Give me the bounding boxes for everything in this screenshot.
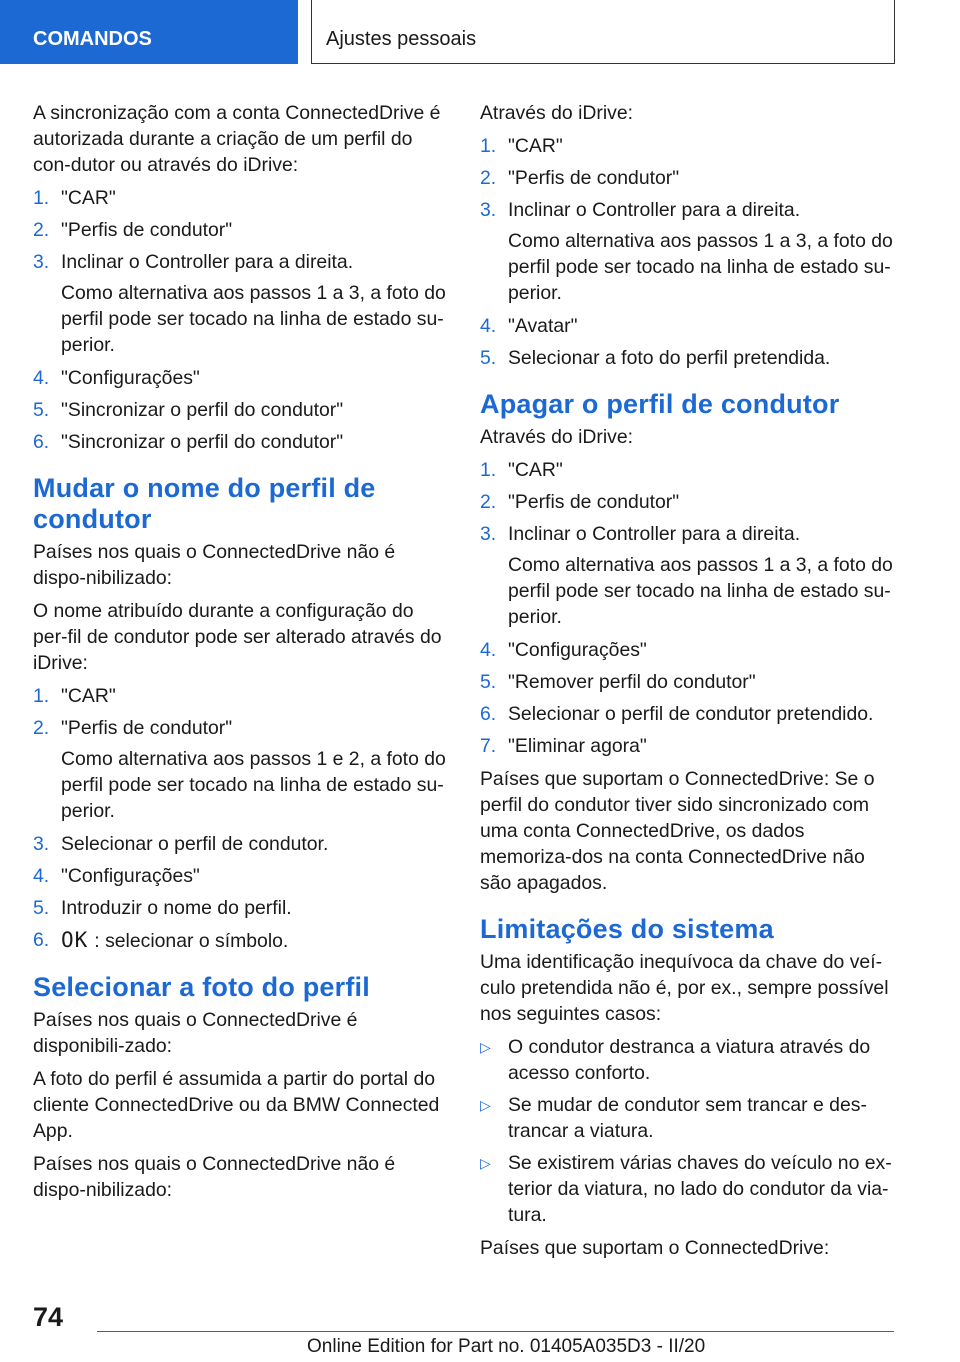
sync-note: Como alternativa aos passos 1 a 3, a foto do perfil pode ser tocado na linha de estado su-perior. bbox=[61, 282, 446, 356]
sync-steps-list-continued bbox=[33, 365, 449, 455]
sync-intro: A sincronização com a conta ConnectedDrive é autorizada durante a criação de um perfil do con-dutor ou através do iDrive: bbox=[33, 102, 441, 176]
list-item: 3. Selecionar o perfil de condutor. bbox=[33, 833, 329, 855]
list-item: 5. "Remover perfil do condutor" bbox=[480, 671, 756, 693]
rename-steps-list bbox=[33, 683, 449, 741]
heading-system-limits: Limitações do sistema bbox=[480, 914, 774, 944]
photo-paragraph-2: A foto do perfil é assumida a partir do portal do cliente ConnectedDrive ou da BMW Connected App. bbox=[33, 1068, 440, 1142]
list-item: 6. "Sincronizar o perfil do condutor" bbox=[33, 431, 344, 453]
triangle-bullet-icon: ▷ bbox=[480, 1155, 491, 1171]
list-item: 1. "CAR" bbox=[33, 187, 116, 209]
list-item: 3. Inclinar o Controller para a direita. bbox=[480, 199, 801, 221]
photo-steps-list bbox=[480, 133, 896, 223]
list-item: 5. "Sincronizar o perfil do condutor" bbox=[33, 399, 344, 421]
left-column bbox=[33, 100, 449, 1210]
final-paragraph: Países que suportam o ConnectedDrive: bbox=[480, 1237, 830, 1259]
photo-paragraph-3: Países nos quais o ConnectedDrive não é dispo-nibilizado: bbox=[33, 1153, 396, 1201]
list-item: 3. Inclinar o Controller para a direita. bbox=[480, 523, 801, 545]
rename-steps-list-continued bbox=[33, 831, 449, 954]
list-item: 1. "CAR" bbox=[33, 685, 116, 707]
ok-symbol-icon: OK bbox=[61, 928, 89, 952]
photo-paragraph-1: Países nos quais o ConnectedDrive é disponibili-zado: bbox=[33, 1009, 358, 1057]
list-item: 5. Selecionar a foto do perfil pretendida. bbox=[480, 347, 831, 369]
footer-edition: Online Edition for Part no. 01405A035D3 - II/20 bbox=[307, 1336, 706, 1357]
delete-steps-list bbox=[480, 457, 896, 547]
list-item: 2. "Perfis de condutor" bbox=[33, 219, 233, 241]
delete-via-idrive: Através do iDrive: bbox=[480, 426, 634, 448]
list-item: 4. "Configurações" bbox=[33, 865, 200, 887]
list-item: 4. "Configurações" bbox=[480, 639, 647, 661]
delete-steps-list-continued bbox=[480, 637, 896, 759]
delete-paragraph: Países que suportam o ConnectedDrive: Se o perfil do condutor tiver sido sincronizado com uma conta ConnectedDrive, os dados memoriza-dos na conta ConnectedDrive não são apagados. bbox=[480, 768, 875, 894]
page-header-title: Ajustes pessoais bbox=[311, 0, 895, 64]
section-tab: COMANDOS bbox=[0, 0, 298, 64]
list-item: 6. OK : selecionar o símbolo. bbox=[33, 928, 289, 952]
list-item: ▷ O condutor destranca a viatura através do acesso conforto. bbox=[480, 1036, 871, 1084]
list-item: ▷ Se mudar de condutor sem trancar e des-trancar a viatura. bbox=[480, 1094, 867, 1142]
footer-divider bbox=[97, 1331, 894, 1332]
heading-delete-profile: Apagar o perfil de condutor bbox=[480, 389, 840, 419]
triangle-bullet-icon: ▷ bbox=[480, 1039, 491, 1055]
photo-note: Como alternativa aos passos 1 a 3, a foto do perfil pode ser tocado na linha de estado su-perior. bbox=[508, 230, 893, 304]
heading-select-photo: Selecionar a foto do perfil bbox=[33, 972, 370, 1002]
list-item: ▷ Se existirem várias chaves do veículo no ex-terior da viatura, no lado do condutor da via-tura. bbox=[480, 1152, 892, 1226]
rename-paragraph-2: O nome atribuído durante a configuração do per-fil de condutor pode ser alterado através do iDrive: bbox=[33, 600, 442, 674]
list-item: 2. "Perfis de condutor" bbox=[33, 717, 233, 739]
heading-rename-profile: Mudar o nome do perfil de condutor bbox=[33, 473, 376, 534]
list-item: 4. "Configurações" bbox=[33, 367, 200, 389]
list-item: 2. "Perfis de condutor" bbox=[480, 491, 680, 513]
list-item: 3. Inclinar o Controller para a direita. bbox=[33, 251, 354, 273]
list-item: 1. "CAR" bbox=[480, 459, 563, 481]
photo-via-idrive: Através do iDrive: bbox=[480, 102, 634, 124]
right-column bbox=[480, 100, 896, 1268]
delete-note: Como alternativa aos passos 1 a 3, a foto do perfil pode ser tocado na linha de estado su-perior. bbox=[508, 554, 893, 628]
photo-steps-list-continued bbox=[480, 313, 896, 371]
triangle-bullet-icon: ▷ bbox=[480, 1097, 491, 1113]
rename-note: Como alternativa aos passos 1 e 2, a foto do perfil pode ser tocado na linha de estado su-perior. bbox=[61, 748, 446, 822]
list-item: 6. Selecionar o perfil de condutor pretendido. bbox=[480, 703, 874, 725]
page-number: 74 bbox=[33, 1302, 64, 1332]
sync-steps-list bbox=[33, 185, 449, 275]
list-item: 4. "Avatar" bbox=[480, 315, 578, 337]
list-item: 5. Introduzir o nome do perfil. bbox=[33, 897, 292, 919]
rename-paragraph-1: Países nos quais o ConnectedDrive não é dispo-nibilizado: bbox=[33, 541, 396, 589]
list-item: 7. "Eliminar agora" bbox=[480, 735, 647, 757]
limits-paragraph: Uma identificação inequívoca da chave do veí-culo pretendida não é, por ex., sempre possível nos seguintes casos: bbox=[480, 951, 889, 1025]
list-item: 1. "CAR" bbox=[480, 135, 563, 157]
limits-bullet-list bbox=[480, 1034, 896, 1228]
list-item: 2. "Perfis de condutor" bbox=[480, 167, 680, 189]
